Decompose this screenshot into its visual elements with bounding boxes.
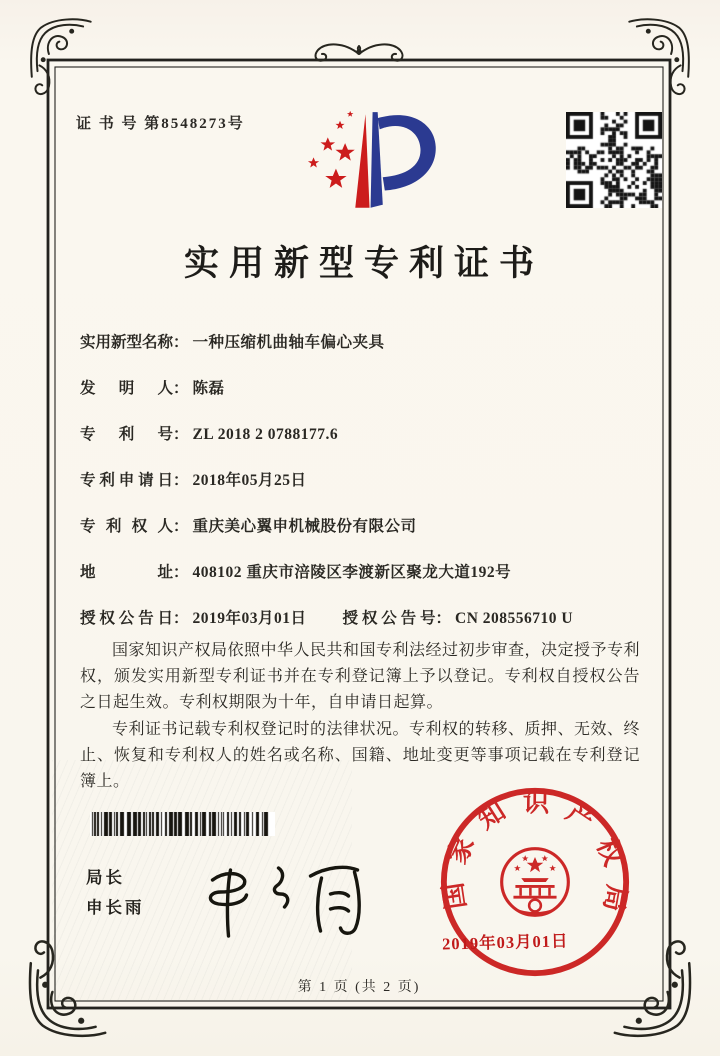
legal-text-block <box>80 638 640 795</box>
logo-stars <box>308 111 355 188</box>
field-list <box>80 330 646 628</box>
field-label: 专利权人 <box>80 518 173 535</box>
field-value: 陈磊 <box>192 380 225 397</box>
field-label: 实用新型名称 <box>80 334 174 351</box>
seal-date: 2019年03月01日 <box>441 931 569 954</box>
director-name: 申长雨 <box>86 899 145 917</box>
director-title: 局长 <box>86 869 125 887</box>
field-colon: ： <box>173 518 189 535</box>
qr-code-icon <box>566 112 662 208</box>
field-value: 2019年03月01日 <box>192 610 307 627</box>
field-colon: ： <box>173 472 189 489</box>
cnipa-logo-icon <box>290 108 445 220</box>
field-colon: ： <box>173 564 189 581</box>
field-row-address <box>80 560 646 582</box>
field-value: 一种压缩机曲轴车偏心夹具 <box>192 334 385 351</box>
legal-paragraph-2: 专利证书记载专利权登记时的法律状况。专利权的转移、质押、无效、终止、恢复和专利权人的姓名或名称、国籍、地址变更等事项记载在专利登记簿上。 <box>80 720 641 791</box>
field-row-patentee <box>80 514 646 536</box>
field-pair-grant-no <box>343 610 574 627</box>
field-value: 2018年05月25日 <box>192 472 307 489</box>
field-row-inventor <box>80 376 646 398</box>
field-label: 专利号 <box>80 426 173 443</box>
barcode-icon <box>90 812 275 836</box>
seal-ring-text: 国家知识产权局 <box>437 787 633 914</box>
field-row-name <box>80 330 646 352</box>
field-row-patent-no <box>80 422 646 444</box>
corner-flourish-top-right <box>629 19 689 94</box>
field-colon: ： <box>435 610 452 627</box>
legal-paragraph-1: 国家知识产权局依照中华人民共和国专利法经过初步审查，决定授予专利权，颁发实用新型专利证书并在专利登记簿上予以登记。专利权自授权公告之日起生效。专利权期限为十年，自申请日起算。 <box>80 642 641 712</box>
page-title: 实用新型专利证书 <box>183 244 544 283</box>
top-center-ornament <box>316 44 403 60</box>
certificate-number: 证 书 号 第8548273号 <box>76 116 245 132</box>
field-label: 授权公告日 <box>80 610 173 627</box>
field-label: 授权公告号 <box>342 610 436 627</box>
field-row-grant <box>80 606 646 628</box>
field-value: CN 208556710 U <box>455 610 574 627</box>
corner-flourish-top-left <box>31 19 91 94</box>
field-colon: ： <box>173 426 189 443</box>
field-colon: ： <box>173 610 189 627</box>
logo-red-wedge <box>355 114 369 208</box>
field-value: ZL 2018 2 0788177.6 <box>192 426 339 443</box>
logo-blue-bowl <box>378 115 436 190</box>
signature-image <box>192 842 372 947</box>
field-value: 408102 重庆市涪陵区李渡新区聚龙大道192号 <box>192 564 512 581</box>
field-label: 专利申请日 <box>80 472 173 489</box>
field-row-filing-date <box>80 468 646 490</box>
field-pair-grant-date <box>80 610 307 627</box>
field-colon: ： <box>173 380 189 397</box>
field-colon: ： <box>173 334 189 351</box>
page-indicator: 第 1 页 (共 2 页) <box>297 980 421 995</box>
national-emblem-icon <box>502 849 569 916</box>
field-value: 重庆美心翼申机械股份有限公司 <box>192 518 417 535</box>
field-label: 地址 <box>80 564 173 581</box>
field-label: 发明人 <box>80 380 173 397</box>
